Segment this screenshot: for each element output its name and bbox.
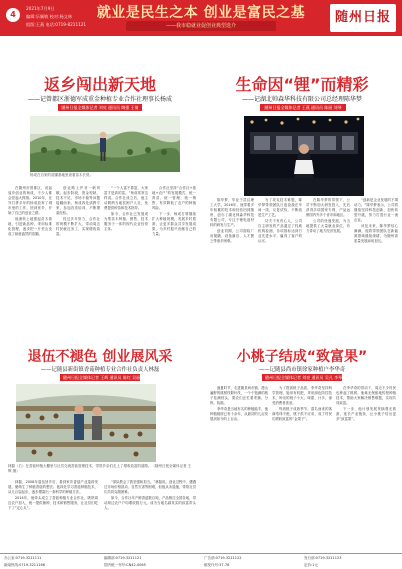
article-byline: 随州日报全媒体记者 王燕 通讯员 陈丽 刘琴 bbox=[260, 104, 346, 111]
paragraph: 在李华奇的带动下，周边不少村民也种起了桃树。他毫无保留地传授种植技术，帮助大家解决销售难题，实现共同致富。 bbox=[336, 386, 396, 406]
paragraph: 李华奇是当地有名的种植能手，他种植桃树已有十余年，从最初的几亩发展到如今的上百亩。 bbox=[210, 406, 268, 422]
article-subhead: ——记随县尚市镇徐家种植户李华奇 bbox=[258, 367, 346, 373]
paragraph: 如今，合作社年产鲜香菇数百吨，产品销往全国各地，带动周边农户户均增收数万元，成为当地名副其实的致富带头人。 bbox=[104, 495, 196, 510]
page-footer bbox=[0, 553, 402, 569]
photo-caption: 林磊（右）在香菇种植大棚里与社员交流香菇管理技术，带领乡亲们走上了增收致富的道路。（随州日报全媒体记者 王辉 摄） bbox=[8, 464, 192, 473]
banner-subtitle: ——我市稳就业促创业典型选介 bbox=[126, 21, 276, 31]
article-byline: 随州日报全媒体记者 刘亮 通讯员 吴凡 李琴 bbox=[262, 374, 342, 381]
footer-item: 定价:1元 bbox=[304, 563, 318, 567]
paragraph: 功夫不负有心人，公司自主研发的产品通过了权威机构检测，各项指标达到行业先进水平，赢得了客户的认可。 bbox=[258, 218, 302, 244]
article-photo bbox=[16, 384, 156, 462]
article-headline: 生命因“锂”而精彩 bbox=[235, 75, 369, 94]
article-photo bbox=[30, 116, 180, 172]
paragraph: 陈华梦，毕业于武汉理工大学，2016年，他带着多年积累的技术和经验回到随州，创办了湖北帅森华科技有限公司，专注于锂电池材料的研发与生产。 bbox=[210, 198, 254, 228]
article-column bbox=[258, 198, 302, 320]
editor-info: 组版:王燕 电话:0719-8211121 bbox=[26, 22, 87, 27]
paragraph: 谈及未来，陈华梦信心满满，他将带领团队在新能源领域继续深耕，为随州高质量发展添砖加瓦。 bbox=[354, 223, 398, 244]
article-subhead: ——记湖北帅森华科技有限公司总经理陈华梦 bbox=[241, 96, 362, 103]
article-column bbox=[210, 198, 254, 320]
newspaper-masthead: 随州日报 bbox=[330, 4, 396, 32]
paragraph: 下一步，他计划发展采摘观光旅游，延长产业链条，让小桃子结出更多“致富果”。 bbox=[336, 406, 396, 422]
article-column bbox=[56, 186, 100, 320]
article-column bbox=[354, 198, 398, 320]
article-column bbox=[336, 386, 396, 550]
article-headline: 退伍不褪色 创业展风采 bbox=[27, 349, 173, 365]
paragraph: 盛夏时节，走进随县尚市镇，漫山遍野的桃树枝繁叶茂，一个个饱满的桃子挂满枝头，果农们正忙着采摘、分拣、装箱。 bbox=[210, 386, 268, 406]
section-info: 编辑:乐颖敏 校对:杨文林 bbox=[26, 14, 73, 19]
footer-item: 办公室:0719-3211111 bbox=[4, 556, 42, 560]
article-column bbox=[8, 186, 52, 320]
article-headline: 小桃子结成“致富果” bbox=[236, 349, 368, 365]
article-column bbox=[152, 186, 196, 320]
article-headline: 返乡闯出新天地 bbox=[43, 75, 156, 94]
paragraph: 为了提高桃子品质，李华奇坚持科学管理，施用有机肥，采用绿色防控技术，种出的桃子个大、味甜、汁多，深受消费者喜爱。 bbox=[272, 386, 332, 406]
paragraph: 在陈华梦的带领下，公司不断加大研发投入，先后获得多项国家专利，产品远销国内外多个省市和地区。 bbox=[306, 198, 350, 218]
paragraph: “创新是企业发展的不竭动力。”陈华梦表示，公司将继续坚持科技创新，加快转型升级，努力打造行业一流企业。 bbox=[354, 198, 398, 223]
paragraph: 创业路上并非一帆风顺。起步阶段，资金短缺、技术不足、市场不稳等问题接踵而来。杨成四处请教专家，参加各类培训，不断摸索经验。 bbox=[56, 186, 100, 216]
footer-item: 邮发代号:37-76 bbox=[204, 563, 230, 567]
article-column bbox=[306, 198, 350, 320]
footer-item: 编辑部:0719-3211121 bbox=[104, 556, 142, 560]
paragraph: 在随州市曾都区，说起返乡创业的杨成，不少人都会竖起大拇指。2010年，在外打拼多年的杨成放弃了城市里的工作，回到家乡，开始了自己的创业之路。 bbox=[8, 186, 52, 216]
paragraph: 创业初期，公司面临厂房简陋、设备落后、人才匮乏等诸多困难。 bbox=[210, 229, 254, 244]
photo-caption: 杨成在自家的苗圃基地里查看苗木长势。 bbox=[30, 173, 93, 177]
paragraph: 下一步，杨成打算继续扩大种植规模，发展乡村旅游，让更多群众共享发展成果，为乡村振兴贡献自己的力量。 bbox=[152, 211, 196, 237]
paragraph: 2014年，他牵头成立了香菇种植专业合作社，吸纳周边农户加入，统一提供菌种、技术和销售服务，让社员们吃下了“定心丸”。 bbox=[8, 495, 98, 510]
paragraph: 为了攻克技术难题，陈华梦带领团队日夜奋战在车间一线，反复试验，不断改进生产工艺。 bbox=[258, 198, 302, 218]
page-header-band bbox=[0, 0, 402, 36]
article-byline: 随州日报全媒体记者 王辉 通讯员 陈红 吴丽 bbox=[60, 374, 140, 381]
article-column bbox=[210, 386, 268, 550]
footer-item: 发行部:0719-3211123 bbox=[304, 556, 342, 560]
page-number: 4 bbox=[6, 8, 20, 22]
paragraph: “部队教会了我坚强和担当。”林磊说。创业过程中，遭遇过市场价格波动、自然灾害等困难，但他从未退缩，带领社员们共同克服困难。 bbox=[104, 480, 196, 495]
paragraph: 如今，合作社已发展成为集苗木种植、销售、技术服务于一体的现代农业经营主体。 bbox=[104, 211, 148, 232]
issue-date: 2021年7月9日 bbox=[26, 6, 55, 11]
article-photo bbox=[244, 116, 364, 196]
article-byline: 随州日报全媒体记者 刘亮 通讯员 陶强 王倩 bbox=[58, 104, 142, 111]
paragraph: 合作社坚持“合作社+基地+农户”的发展模式，统一育苗、统一管理、统一销售，有效降低了农户的种植风险。 bbox=[152, 186, 196, 211]
article-column bbox=[272, 386, 332, 550]
paragraph: 林磊，2008年退伍回乡后，看到家乡香菇产业蓬勃发展，便萌生了种植香菇的想法。他四处学习香菇种植技术，从几百袋起步，逐步摸索出一套科学的种植方法。 bbox=[8, 480, 98, 495]
article-column bbox=[104, 186, 148, 320]
article-column bbox=[8, 480, 98, 550]
footer-item: 广告部:0719-3211122 bbox=[204, 556, 242, 560]
footer-item: 新闻热线:0719-3211166 bbox=[4, 563, 45, 567]
paragraph: 公司的快速发展，为当地提供了大量就业岗位，有力带动了地方经济发展。 bbox=[306, 218, 350, 234]
banner-title: 就业是民生之本 创业是富民之基 bbox=[96, 5, 306, 21]
paragraph: 每到桃子成熟季节，慕名而来的客商络绎不绝，桃子供不应求，成了村民们增收致富的“金果子”。 bbox=[272, 406, 332, 422]
article-subhead: ——记随县新街镇香菇种植专业合作社负责人林磊 bbox=[40, 367, 160, 373]
article-column bbox=[104, 480, 196, 550]
paragraph: 经过多年努力，合作社的规模不断扩大，带动周边村民就近务工，实现增收致富。 bbox=[56, 217, 100, 237]
paragraph: 他流转土地建起苗木基地，引进新品种，采用标准化管理，逐步把一片荒山变成了绿意盎然的苗圃。 bbox=[8, 217, 52, 237]
article-subhead: ——记曾都区浙德军成重金种植专业合作社理事长杨成 bbox=[27, 96, 172, 103]
paragraph: “一个人富不算富，大家富才是真的富。”杨成常常这样说。合作社成立后，他主动吸纳当地贫困户入社，免费提供种苗和技术指导。 bbox=[104, 186, 148, 211]
footer-item: 国内统一刊号:CN42-0065 bbox=[104, 563, 146, 567]
